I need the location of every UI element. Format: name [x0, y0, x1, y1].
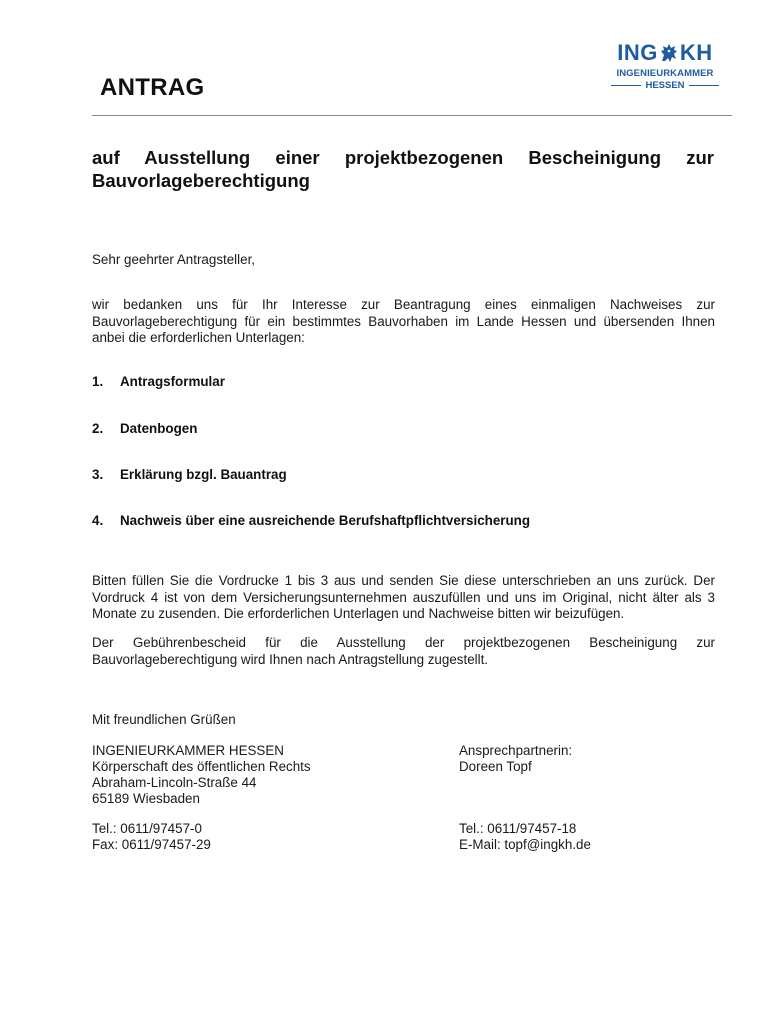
header-divider	[92, 115, 732, 116]
intro-paragraph: wir bedanken uns für Ihr Interesse zur Beantragung eines einmaligen Nachweises zur Bauvorlageberechtigung für ein bestimmtes Bauvorhaben im Lande Hessen und übersenden Ihnen anbei die erforderlichen Unterlagen:	[92, 297, 715, 345]
list-item	[92, 467, 287, 482]
salutation: Sehr geehrter Antragsteller,	[92, 252, 256, 267]
logo-rule-left	[611, 85, 641, 87]
contact-block	[459, 743, 591, 853]
spacer	[92, 807, 311, 821]
sender-phone: Tel.: 0611/97457-0	[92, 821, 202, 836]
list-item-label: Antragsformular	[120, 374, 225, 389]
logo-subtitle-region: HESSEN	[645, 80, 685, 91]
list-item	[92, 513, 530, 528]
document-subtitle: auf Ausstellung einer projektbezogenen Bescheinigung zur Bauvorlageberechtigung	[92, 147, 714, 191]
sender-city: 65189 Wiesbaden	[92, 791, 200, 806]
list-item	[92, 374, 225, 389]
list-item	[92, 421, 197, 436]
list-item-number: 2.	[92, 421, 104, 436]
page-title: ANTRAG	[100, 74, 205, 101]
lion-icon	[659, 42, 679, 64]
logo-text-left: ING	[617, 40, 658, 65]
logo-subtitle-row	[604, 80, 726, 91]
logo-rule-right	[689, 85, 719, 87]
sender-legal-form: Körperschaft des öffentlichen Rechts	[92, 759, 311, 774]
contact-phone: Tel.: 0611/97457-18	[459, 821, 577, 836]
closing: Mit freundlichen Grüßen	[92, 712, 236, 727]
sender-fax: Fax: 0611/97457-29	[92, 837, 211, 852]
logo-wordmark	[604, 42, 726, 64]
contact-label: Ansprechpartnerin:	[459, 743, 573, 758]
logo-subtitle: INGENIEURKAMMER	[616, 68, 714, 79]
sender-block	[92, 743, 311, 853]
list-item-label: Datenbogen	[120, 421, 198, 436]
list-item-number: 1.	[92, 374, 104, 389]
ingkh-logo	[604, 42, 726, 94]
logo-text-right: KH	[679, 40, 713, 65]
instructions-paragraph: Bitten füllen Sie die Vordrucke 1 bis 3 aus und senden Sie diese unterschrieben an uns zurück. Der Vordruck 4 ist von dem Versicherungsunternehmen auszufüllen und uns im Original, nicht älter als 3 Monate zu zusenden. Die erforderlichen Unterlagen und Nachweise bitten wir beizufügen.	[92, 573, 715, 621]
sender-name: INGENIEURKAMMER HESSEN	[92, 743, 284, 758]
list-item-number: 4.	[92, 513, 104, 528]
list-item-number: 3.	[92, 467, 104, 482]
list-item-label: Nachweis über eine ausreichende Berufshaftpflichtversicherung	[120, 513, 531, 528]
fee-paragraph: Der Gebührenbescheid für die Ausstellung der projektbezogenen Bescheinigung zur Bauvorlageberechtigung wird Ihnen nach Antragstellung zugestellt.	[92, 635, 715, 667]
spacer	[459, 791, 591, 807]
contact-name: Doreen Topf	[459, 759, 532, 774]
sender-street: Abraham-Lincoln-Straße 44	[92, 775, 257, 790]
spacer	[459, 807, 591, 821]
spacer	[459, 775, 591, 791]
contact-email: E-Mail: topf@ingkh.de	[459, 837, 591, 852]
list-item-label: Erklärung bzgl. Bauantrag	[120, 467, 287, 482]
